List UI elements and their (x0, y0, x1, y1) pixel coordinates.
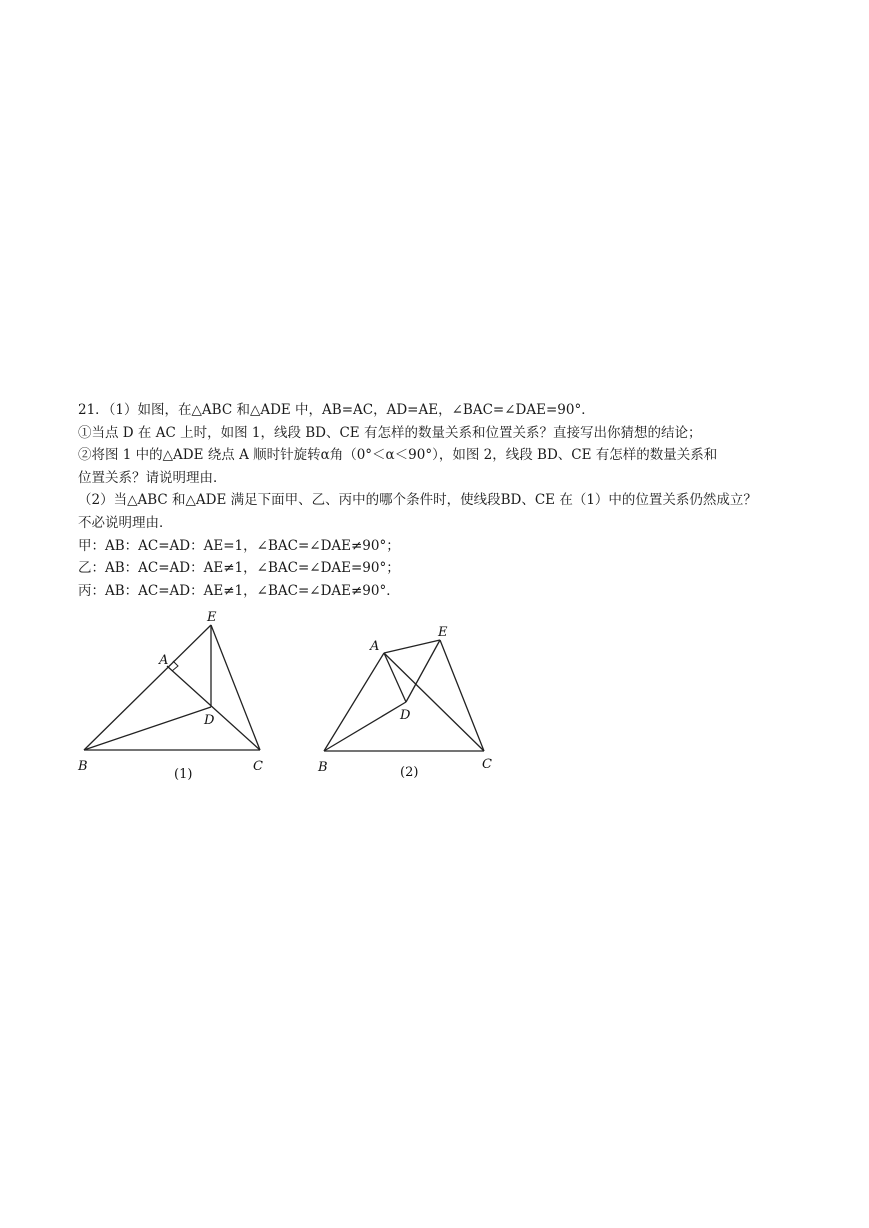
question-part-1b: ②将图 1 中的△ADE 绕点 A 顺时针旋转α角（0°＜α＜90°），如图 2，线段 BD、CE 有怎样的数量关系和 (78, 447, 718, 464)
label-A: A (370, 639, 380, 654)
label-B: B (318, 760, 328, 775)
segment-EC (211, 625, 260, 750)
question-part-2: （2）当△ABC 和△ADE 满足下面甲、乙、丙中的哪个条件时，使线段BD、CE 在（1）中的位置关系仍然成立？ (78, 492, 757, 509)
condition-bing: 丙：AB：AC=AD：AE≠1，∠BAC=∠DAE≠90°． (78, 582, 400, 599)
figure-2-caption: (2) (400, 765, 419, 780)
label-C: C (482, 757, 492, 772)
condition-yi: 乙：AB：AC=AD：AE≠1，∠BAC=∠DAE=90°； (78, 560, 400, 577)
segment-DE (406, 640, 440, 702)
question-part-1a: ①当点 D 在 AC 上时，如图 1，线段 BD、CE 有怎样的数量关系和位置关系？直接写出你猜想的结论； (78, 424, 702, 441)
segment-AE (384, 640, 440, 653)
segment-BD (324, 702, 406, 751)
segment-BD (84, 707, 211, 750)
figure-1-diagram (70, 604, 280, 790)
label-D: D (204, 713, 215, 728)
figure-2 (308, 618, 508, 790)
segment-AD (384, 653, 406, 702)
question-part-1b-cont: 位置关系？请说明理由． (78, 469, 227, 486)
figure-1 (70, 604, 280, 790)
figure-2-diagram (308, 618, 508, 790)
segment-EC (440, 640, 484, 751)
problem-statement: 21．（1）如图，在△ABC 和△ADE 中，AB=AC，AD=AE，∠BAC=∠DAE=90°． (78, 402, 595, 418)
label-A: A (159, 653, 169, 668)
segment-BA (324, 653, 384, 751)
figure-1-caption: (1) (174, 767, 193, 782)
condition-jia: 甲：AB：AC=AD：AE=1，∠BAC=∠DAE≠90°； (78, 537, 400, 554)
label-C: C (253, 759, 263, 774)
label-D: D (400, 708, 411, 723)
question-part-2-note: 不必说明理由． (78, 514, 173, 531)
segment-AC (384, 653, 484, 751)
segment-BE (84, 625, 211, 750)
label-E: E (438, 625, 448, 640)
segment-AC (167, 666, 260, 750)
problem-text (78, 399, 798, 602)
label-B: B (78, 759, 88, 774)
label-E: E (207, 610, 217, 625)
